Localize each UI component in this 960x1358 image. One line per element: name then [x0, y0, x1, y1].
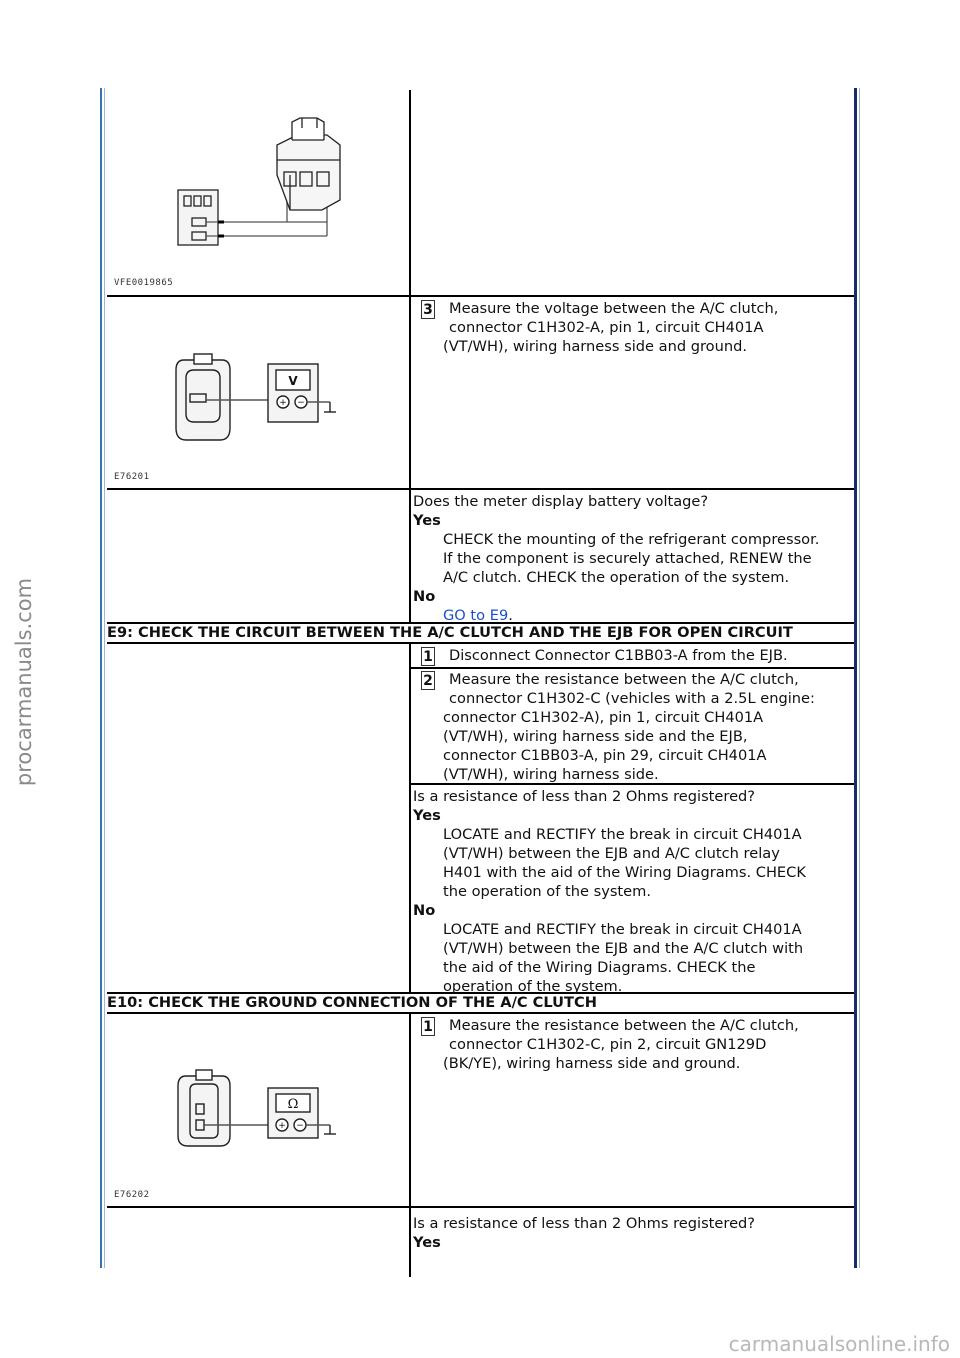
answer-block-e9: Is a resistance of less than 2 Ohms registered? Yes LOCATE and RECTIFY the break in circuit CH401A (VT/WH) between the EJB and A/C clutch relay H401 with the aid of the Wiring Diagrams. CHECK the operation of the system. No LOCATE and RECTIFY the break in circuit CH401A (VT/WH) between the EJB and the A/C clutch with the aid of the Wiring Diagrams. CHECK the operation of the system.	[413, 787, 853, 996]
question: Is a resistance of less than 2 Ohms registered?	[413, 788, 756, 805]
no-label: No	[413, 588, 436, 605]
meter-plus: +	[279, 398, 287, 408]
step-number: 3	[421, 300, 435, 319]
step-number: 1	[421, 647, 435, 666]
step-number: 1	[421, 1017, 435, 1036]
answer-block-1: Does the meter display battery voltage? Yes CHECK the mounting of the refrigerant compressor. If the component is securely attached, RENEW the A/C clutch. CHECK the operation of the system. No GO to E9.	[413, 492, 853, 625]
connector-figure-1	[112, 100, 407, 290]
table-rule	[107, 295, 854, 297]
meter-minus: −	[296, 1121, 304, 1131]
empty-cell-1	[107, 489, 411, 623]
meter-minus: −	[297, 398, 305, 408]
frame-line-left	[100, 88, 102, 1268]
step-text: Measure the voltage between the A/C clutch, connector C1H302-A, pin 1, circuit CH401A (VT/WH), wiring harness side and ground.	[443, 300, 779, 355]
step-text: Measure the resistance between the A/C clutch, connector C1H302-C (vehicles with a 2.5L engine: connector C1H302-A), pin 1, circuit CH401A (VT/WH), wiring harness side and the EJB, connector C1BB03-A, pin 29, circuit CH401A (VT/WH), wiring harness side.	[443, 671, 815, 783]
section-heading-e9: E9: CHECK THE CIRCUIT BETWEEN THE A/C CLUTCH AND THE EJB FOR OPEN CIRCUIT	[107, 624, 793, 641]
yes-label: Yes	[413, 512, 441, 529]
figure-caption-2: E76201	[114, 472, 150, 482]
bottom-watermark: carmanualsonline.info	[728, 1332, 950, 1356]
figure-caption-3: E76202	[114, 1190, 150, 1200]
table-rule	[107, 1206, 854, 1208]
table-rule	[411, 667, 854, 669]
no-label: No	[413, 902, 436, 919]
yes-label: Yes	[413, 1234, 441, 1251]
answer-block-e10	[413, 1214, 853, 1252]
step-text: Measure the resistance between the A/C clutch, connector C1H302-C, pin 2, circuit GN129D (BK/YE), wiring harness side and ground.	[443, 1017, 799, 1072]
ohmmeter-label: Ω	[287, 1097, 299, 1112]
go-to-e9-link[interactable]: GO to E9	[443, 607, 509, 624]
frame-line-left-inner	[104, 88, 105, 1268]
connector-voltmeter-figure	[168, 350, 348, 450]
section-heading-e10: E10: CHECK THE GROUND CONNECTION OF THE A/C CLUTCH	[107, 994, 597, 1011]
question: Is a resistance of less than 2 Ohms registered?	[413, 1215, 756, 1232]
table-rule	[107, 488, 854, 490]
empty-cell-2	[107, 643, 411, 993]
step-text: Disconnect Connector C1BB03-A from the EJB.	[449, 647, 788, 664]
frame-line-right-outer	[859, 88, 860, 1268]
empty-cell-3	[107, 1207, 411, 1277]
question: Does the meter display battery voltage?	[413, 493, 709, 510]
meter-plus: +	[278, 1121, 286, 1131]
side-watermark: procarmanuals.com	[12, 577, 36, 787]
frame-line-right	[854, 88, 857, 1268]
figure-caption-1: VFE0019865	[114, 278, 174, 288]
voltmeter-label: V	[288, 374, 298, 388]
yes-label: Yes	[413, 807, 441, 824]
connector-ohmmeter-figure	[172, 1066, 352, 1156]
step-number: 2	[421, 671, 435, 690]
